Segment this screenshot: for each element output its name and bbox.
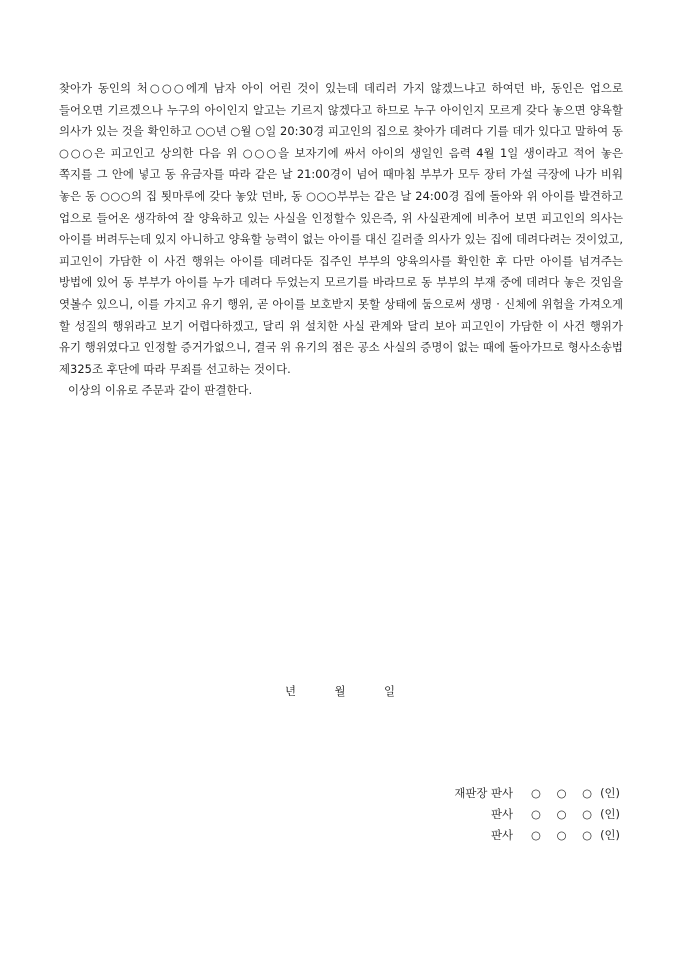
- date-year-label: 년: [285, 684, 297, 698]
- date-month-label: 월: [334, 684, 346, 698]
- judge-row-presiding: [454, 783, 620, 804]
- judge-title: 재판장 판사: [454, 786, 514, 800]
- judge-title: 판사: [491, 807, 514, 821]
- body-paragraph: 찾아가 동인의 처○○○에게 남자 아이 어린 것이 있는데 데리러 가지 않겠느냐고 하여던 바, 동인은 업으로 들어오면 기르겠으나 누구의 아이인지 알고는 기르지 않겠다고 하므로 누구 아이인지 모르게 갖다 놓으면 양육할 의사가 있는 것을 확인하고 ○○년 ○월 ○일 20:30경 피고인의 집으로 찾아가 데려다 기를 데가 있다고 말하여 동 ○○○은 피고인고 상의한 다음 위 ○○○을 보자기에 싸서 아이의 생일인 음력 4월 1일 생이라고 적어 놓은 쪽지를 그 안에 넣고 동 유금자를 따라 같은 날 21:00경이 넘어 때마침 부부가 모두 장터 가설 극장에 나가 비워 놓은 동 ○○○의 집 툇마루에 갖다 놓았 던바, 동 ○○○부부는 같은 날 24:00경 집에 돌아와 위 아이를 발견하고 업으로 들어온 생각하여 잘 양육하고 있는 사실을 인정할수 있은즉, 위 사실관계에 비추어 보면 피고인의 의사는 아이를 버려두는데 있지 아니하고 양육할 능력이 없는 아이를 대신 길러줄 의사가 있는 집에 데려다려는 것이었고, 피고인이 가담한 이 사건 행위는 아이를 데려다둔 집주인 부부의 양육의사를 확인한 후 다만 아이를 넘겨주는 방법에 있어 동 부부가 아이를 누가 데려다 두었는지 모르기를 바라므로 동 부부의 부재 중에 데려다 놓은 것임을 엿볼수 있으니, 이를 가지고 유기 행위, 곧 아이를 보호받지 못할 상태에 둠으로써 생명 · 신체에 위험을 가져오게 할 성질의 행위라고 보기 어렵다하겠고, 달리 위 설치한 사실 관계와 달리 보아 피고인이 가담한 이 사건 행위가 유기 행위였다고 인정할 증거가없으니, 결국 위 유기의 점은 공소 사실의 증명이 없는 때에 돌아가므로 형사소송법 제325조 후단에 따라 무죄를 선고하는 것이다.: [59, 81, 623, 376]
- judge-row-associate-1: [454, 804, 620, 825]
- judgment-reasoning: [59, 78, 623, 402]
- judge-name: ○ ○ ○: [531, 807, 599, 821]
- date-line: [285, 683, 395, 699]
- judge-signatures: [454, 783, 620, 846]
- judge-seal: (인): [600, 786, 620, 800]
- judge-seal: (인): [600, 828, 620, 842]
- closing-sentence: 이상의 이유로 주문과 같이 판결한다.: [68, 383, 253, 398]
- judge-row-associate-2: [454, 825, 620, 846]
- judge-title: 판사: [491, 828, 514, 842]
- judge-name: ○ ○ ○: [531, 786, 599, 800]
- date-day-label: 일: [383, 684, 395, 698]
- judge-seal: (인): [600, 807, 620, 821]
- judge-name: ○ ○ ○: [531, 828, 599, 842]
